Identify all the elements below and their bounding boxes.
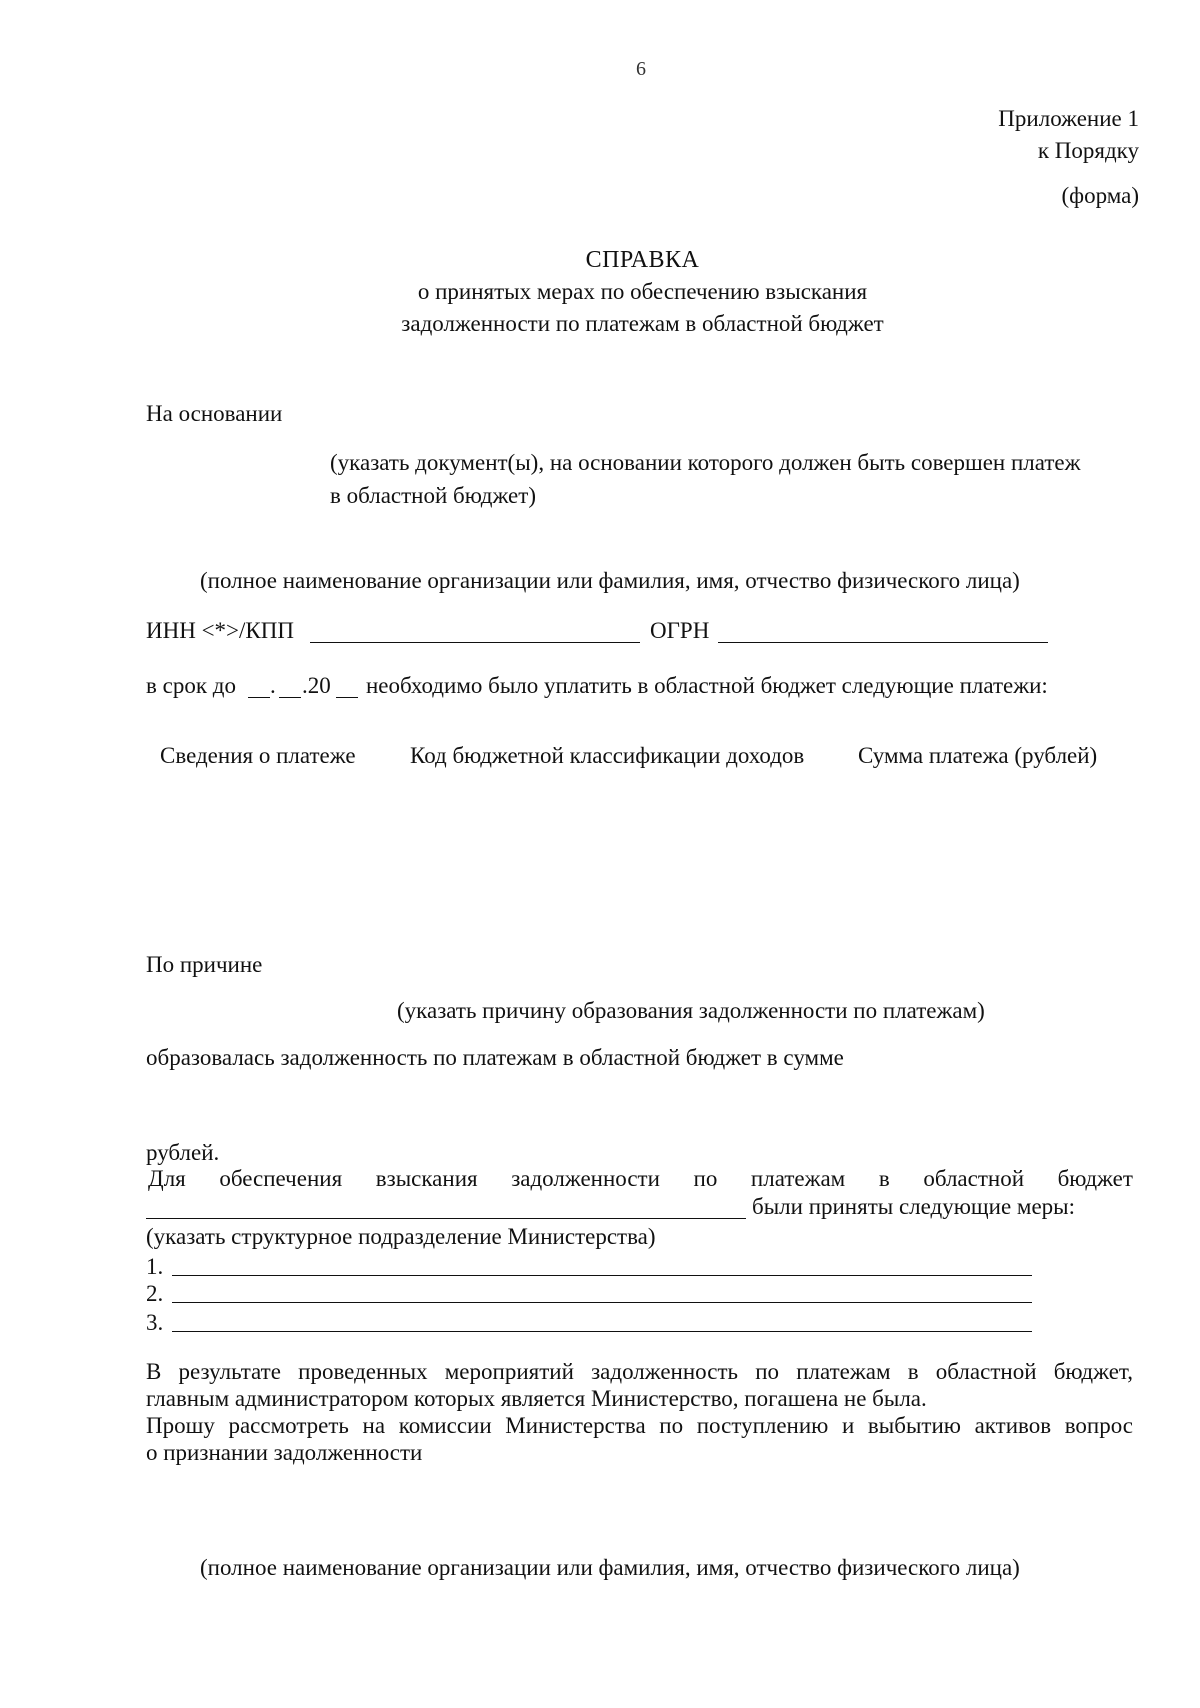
result-line-1: В результате проведенных мероприятий задолженность по платежам в областной бюджет, — [146, 1359, 1133, 1384]
subtitle-line-1: о принятых мерах по обеспечению взыскания — [417, 279, 868, 304]
form-label: (форма) — [1061, 183, 1139, 208]
deadline-suffix: необходимо было уплатить в областной бюджет следующие платежи: — [366, 673, 1048, 698]
measures-word: взыскания — [375, 1166, 478, 1191]
appendix-line-1: Приложение 1 — [998, 106, 1139, 131]
rubles-label: рублей. — [146, 1140, 220, 1165]
basis-hint-line-2: в областной бюджет) — [330, 483, 536, 508]
column-header-budget-code: Код бюджетной классификации доходов — [410, 743, 805, 768]
deadline-prefix: в срок до — [146, 673, 236, 698]
reason-hint: (указать причину образования задолженности по платежам) — [397, 998, 985, 1023]
measures-taken-text: были приняты следующие меры: — [752, 1194, 1076, 1219]
deadline-day-field[interactable] — [248, 697, 270, 698]
department-field[interactable] — [146, 1218, 746, 1219]
ogrn-field[interactable] — [718, 642, 1048, 643]
measures-intro — [148, 1166, 1133, 1192]
measures-word: Для — [148, 1166, 186, 1191]
result-line-4: о признании задолженности — [146, 1440, 423, 1465]
appendix-header — [998, 103, 1139, 167]
org-name-hint-bottom: (полное наименование организации или фамилия, имя, отчество физического лица) — [200, 1555, 1020, 1580]
department-hint: (указать структурное подразделение Министерства) — [146, 1224, 656, 1249]
measures-word: в — [878, 1166, 890, 1191]
measures-word: платежам — [750, 1166, 846, 1191]
measures-word: задолженности — [511, 1166, 660, 1191]
deadline-year-field[interactable] — [336, 697, 358, 698]
page-number: 6 — [636, 58, 646, 80]
basis-label: На основании — [146, 401, 283, 426]
reason-label: По причине — [146, 952, 263, 977]
inn-kpp-field[interactable] — [310, 642, 640, 643]
column-header-payment-amount: Сумма платежа (рублей) — [858, 743, 1098, 768]
deadline-month-field[interactable] — [279, 697, 301, 698]
result-line-3: Прошу рассмотреть на комиссии Министерства по поступлению и выбытию активов вопрос — [146, 1413, 1133, 1438]
subtitle-line-2: задолженности по платежам в областной бюджет — [401, 311, 884, 336]
debt-amount-text: образовалась задолженность по платежам в областной бюджет в сумме — [146, 1045, 844, 1070]
measure-field-2[interactable] — [172, 1302, 1032, 1303]
measure-field-3[interactable] — [172, 1331, 1032, 1332]
measures-word: областной — [923, 1166, 1025, 1191]
measure-number-3: 3. — [146, 1310, 164, 1335]
measure-number-1: 1. — [146, 1254, 164, 1279]
inn-kpp-label: ИНН <*>/КПП — [146, 618, 294, 643]
document-title: СПРАВКА — [585, 247, 700, 273]
appendix-line-2: к Порядку — [1037, 138, 1139, 163]
ogrn-label: ОГРН — [650, 618, 710, 643]
basis-hint-line-1: (указать документ(ы), на основании которого должен быть совершен платеж — [330, 450, 1081, 475]
deadline-year-prefix: .20 — [302, 673, 331, 698]
measures-word: бюджет — [1057, 1166, 1133, 1191]
measures-word: по — [693, 1166, 718, 1191]
measure-field-1[interactable] — [172, 1275, 1032, 1276]
document-subtitle — [0, 276, 1200, 340]
result-line-2: главным администратором которых является Министерство, погашена не была. — [146, 1386, 927, 1411]
basis-hint — [330, 446, 1081, 512]
measures-word: обеспечения — [219, 1166, 343, 1191]
org-name-hint: (полное наименование организации или фамилия, имя, отчество физического лица) — [200, 568, 1020, 593]
column-header-payment-info: Сведения о платеже — [160, 743, 356, 768]
measure-number-2: 2. — [146, 1281, 164, 1306]
